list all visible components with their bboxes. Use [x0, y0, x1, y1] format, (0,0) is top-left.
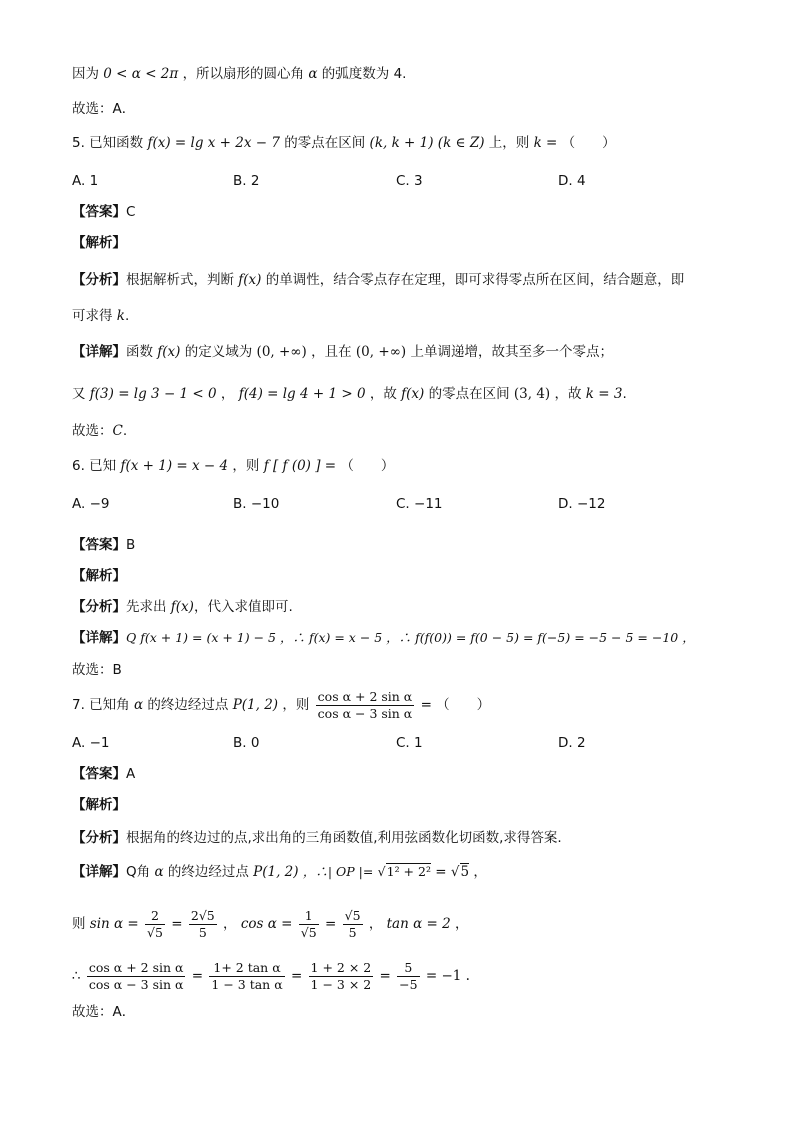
text: 的定义域为 — [184, 344, 253, 360]
option-d: D. 2 — [558, 735, 586, 751]
math: α — [133, 697, 144, 713]
math: f(x) — [401, 386, 425, 402]
therefore-symbol: ∴ — [72, 968, 81, 984]
text: 因为 — [72, 66, 99, 82]
text: . — [124, 308, 130, 324]
math: α — [308, 66, 318, 82]
text: Q角 — [126, 864, 151, 880]
text: （ ） — [561, 135, 616, 151]
analysis-tag: 【解析】 — [72, 797, 126, 813]
math: C — [112, 423, 123, 439]
text: 可求得 — [72, 308, 113, 324]
denominator: √5 — [147, 924, 163, 940]
math: f(x) — [238, 272, 262, 288]
detail-line: ∴ $\frac{\text{cos α + 2 sin α}}{\text{cos α − 3 sin α}}$ = $\frac{\text{1+ 2 tan α}}{\text{1 − 3 tan α}}$ = $\frac{1 + 2 \times 2}{1 - 3 \times 2}$ = $\frac{5}{-5}$ = −1 . — [72, 959, 470, 992]
question-5 — [72, 133, 616, 153]
math: k = 3 — [585, 386, 623, 402]
numerator: 1+ 2 tan α — [209, 960, 284, 977]
analysis-line — [72, 828, 562, 848]
option-a: A. 1 — [72, 173, 99, 189]
numerator: 2√5 — [190, 907, 215, 923]
numerator: 1 — [299, 908, 319, 925]
math: f(x + 1) = x − 4 — [120, 458, 229, 474]
text: 根据角的终边过的点,求出角的三角函数值,利用弦函数化切函数,求得答案. — [126, 830, 562, 846]
numerator: cos α + 2 sin α — [88, 959, 184, 975]
text: 上单调递增，故其至多一个零点； — [410, 344, 613, 360]
denominator: 1 − 3 tan α — [211, 976, 283, 992]
text: （ ） — [436, 697, 491, 713]
text: = — [435, 864, 447, 880]
math: Q f(x + 1) = (x + 1) − 5 ，∴ f(x) = x − 5 ，∴ f(f(0)) = f(0 − 5) = f(−5) = −5 − 5 = −10 ， — [126, 630, 695, 645]
answer-choice-line — [72, 421, 127, 441]
text: （ ） — [340, 458, 395, 474]
denominator: cos α − 3 sin α — [88, 976, 184, 992]
text: 的单调性，结合零点存在定理，即可求得零点所在区间，结合题意，即 — [265, 272, 685, 288]
text: ， — [220, 386, 235, 402]
math: f(3) = lg 3 − 1 < 0 — [89, 386, 217, 402]
fraction — [343, 908, 363, 941]
math: (0, +∞) — [355, 344, 407, 360]
math: α — [154, 864, 164, 880]
detail-tag: 【详解】 — [72, 344, 126, 360]
math: ，∴| OP |= — [302, 864, 374, 879]
detail-line — [72, 342, 613, 362]
text: ，则 — [232, 458, 260, 474]
text: ， — [368, 916, 383, 932]
radicand: 1² + 2² — [386, 864, 431, 879]
question-7 — [72, 686, 490, 724]
fraction — [209, 960, 284, 993]
math: = −1 . — [425, 968, 470, 984]
option-b: B. −10 — [233, 496, 280, 512]
answer-tag: 【答案】 — [72, 204, 126, 220]
numerator: √5 — [344, 907, 361, 923]
option-a: A. −9 — [72, 496, 110, 512]
math: tan α = 2 — [386, 916, 451, 932]
denominator: cos α − 3 sin α — [317, 705, 413, 721]
fraction — [316, 689, 415, 722]
question-6 — [72, 456, 394, 476]
answer-line — [72, 535, 135, 555]
analysis-sub-tag: 【分析】 — [72, 599, 126, 615]
text: ，则 — [282, 697, 310, 713]
math: (0, +∞) — [256, 344, 307, 360]
text: 故选： — [72, 423, 113, 439]
radicand: 5 — [460, 864, 470, 880]
text: 又 — [72, 386, 86, 402]
answer-line — [72, 202, 135, 222]
denominator: 5 — [198, 924, 207, 940]
text: 5. 已知函数 — [72, 135, 144, 151]
option-d: D. −12 — [558, 496, 606, 512]
text: 先求出 — [126, 599, 167, 615]
fraction — [397, 960, 419, 993]
numerator: 1 + 2 × 2 — [310, 959, 372, 975]
math: (k, k + 1) (k ∈ Z) — [369, 135, 485, 151]
text: 的零点在区间 — [284, 135, 366, 151]
analysis-tag: 【解析】 — [72, 568, 126, 584]
answer-choice-line: 故选：A． — [72, 1004, 136, 1020]
text: 函数 — [126, 344, 153, 360]
text: = — [420, 697, 432, 713]
option-b: B. 0 — [233, 735, 260, 751]
answer-value: B — [126, 537, 136, 553]
fraction — [87, 960, 186, 993]
answer-choice-line: 故选：A． — [72, 101, 136, 117]
option-c: C. 1 — [396, 735, 423, 751]
answer-tag: 【答案】 — [72, 537, 126, 553]
option-b: B. 2 — [233, 173, 260, 189]
fraction — [189, 908, 217, 941]
analysis-sub-tag: 【分析】 — [72, 272, 126, 288]
math: 0 < α < 2π — [103, 66, 179, 82]
answer-value: C — [126, 204, 136, 220]
answer-choice-line: 故选：B — [72, 662, 122, 678]
math: (3, 4) — [513, 386, 551, 402]
math: P(1, 2) — [232, 697, 279, 713]
analysis-sub-tag: 【分析】 — [72, 830, 126, 846]
detail-line: 【详解】Q角 α 的终边经过点 P(1, 2) ，∴| OP |= √1² + 2² = √5 ， — [72, 864, 487, 880]
math: k — [116, 308, 125, 324]
answer-value: A — [126, 766, 136, 782]
math: f(x) — [157, 344, 181, 360]
text: . — [622, 386, 627, 402]
detail-tag: 【详解】 — [72, 630, 126, 646]
math: f(x) = lg x + 2x − 7 — [147, 135, 280, 151]
denominator: 5 — [348, 924, 357, 940]
answer-line — [72, 764, 135, 784]
text: ，故 — [554, 386, 582, 402]
option-c: C. 3 — [396, 173, 423, 189]
text: 的零点在区间 — [428, 386, 510, 402]
text: ，故 — [369, 386, 397, 402]
text: 的弧度数为 4. — [321, 66, 407, 82]
denominator: −5 — [399, 976, 418, 992]
numerator: 2 — [145, 908, 165, 925]
option-a: A. −1 — [72, 735, 110, 751]
detail-line — [72, 628, 695, 648]
math: k = — [533, 135, 558, 151]
analysis-line — [72, 306, 129, 326]
text-line — [72, 64, 406, 84]
text: ， — [223, 916, 237, 932]
denominator: √5 — [300, 924, 317, 940]
text: ， — [454, 916, 469, 932]
analysis-line — [72, 270, 684, 290]
detail-line: 则 sin α = $\frac{2}{√5}$ = $\frac{2√5}{5}$ ， cos α = $\frac{1}{√5}$ = $\frac{√5}{5}$ ， tan α = 2 ， — [72, 907, 469, 940]
math: f(4) = lg 4 + 1 > 0 — [238, 386, 366, 402]
math: P(1, 2) — [253, 864, 299, 880]
text: ，代入求值即可. — [193, 599, 293, 615]
analysis-tag: 【解析】 — [72, 235, 126, 251]
fraction — [299, 908, 319, 941]
fraction — [309, 960, 374, 993]
numerator: cos α + 2 sin α — [317, 688, 413, 704]
text: 7. 已知角 — [72, 697, 130, 713]
option-c: C. −11 — [396, 496, 443, 512]
analysis-line — [72, 597, 293, 617]
numerator: 5 — [397, 960, 419, 977]
detail-tag: 【详解】 — [72, 864, 126, 880]
denominator: 1 − 3 × 2 — [310, 976, 372, 992]
text: ，且在 — [311, 344, 352, 360]
math: f(x) — [170, 599, 194, 615]
option-d: D. 4 — [558, 173, 586, 189]
text: ，所以扇形的圆心角 — [182, 66, 305, 82]
text: ， — [473, 864, 487, 880]
text: 6. 已知 — [72, 458, 117, 474]
math: f [ f (0) ] = — [263, 458, 337, 474]
text: 上，则 — [488, 135, 530, 151]
text: 则 — [72, 916, 86, 932]
math: cos α = — [240, 916, 293, 932]
text: 的终边经过点 — [167, 864, 249, 880]
answer-tag: 【答案】 — [72, 766, 126, 782]
fraction — [145, 908, 165, 941]
text: . — [122, 423, 128, 439]
detail-line — [72, 384, 627, 404]
math: sin α = — [89, 916, 139, 932]
text: 根据解析式，判断 — [126, 272, 234, 288]
text: 的终边经过点 — [147, 697, 229, 713]
